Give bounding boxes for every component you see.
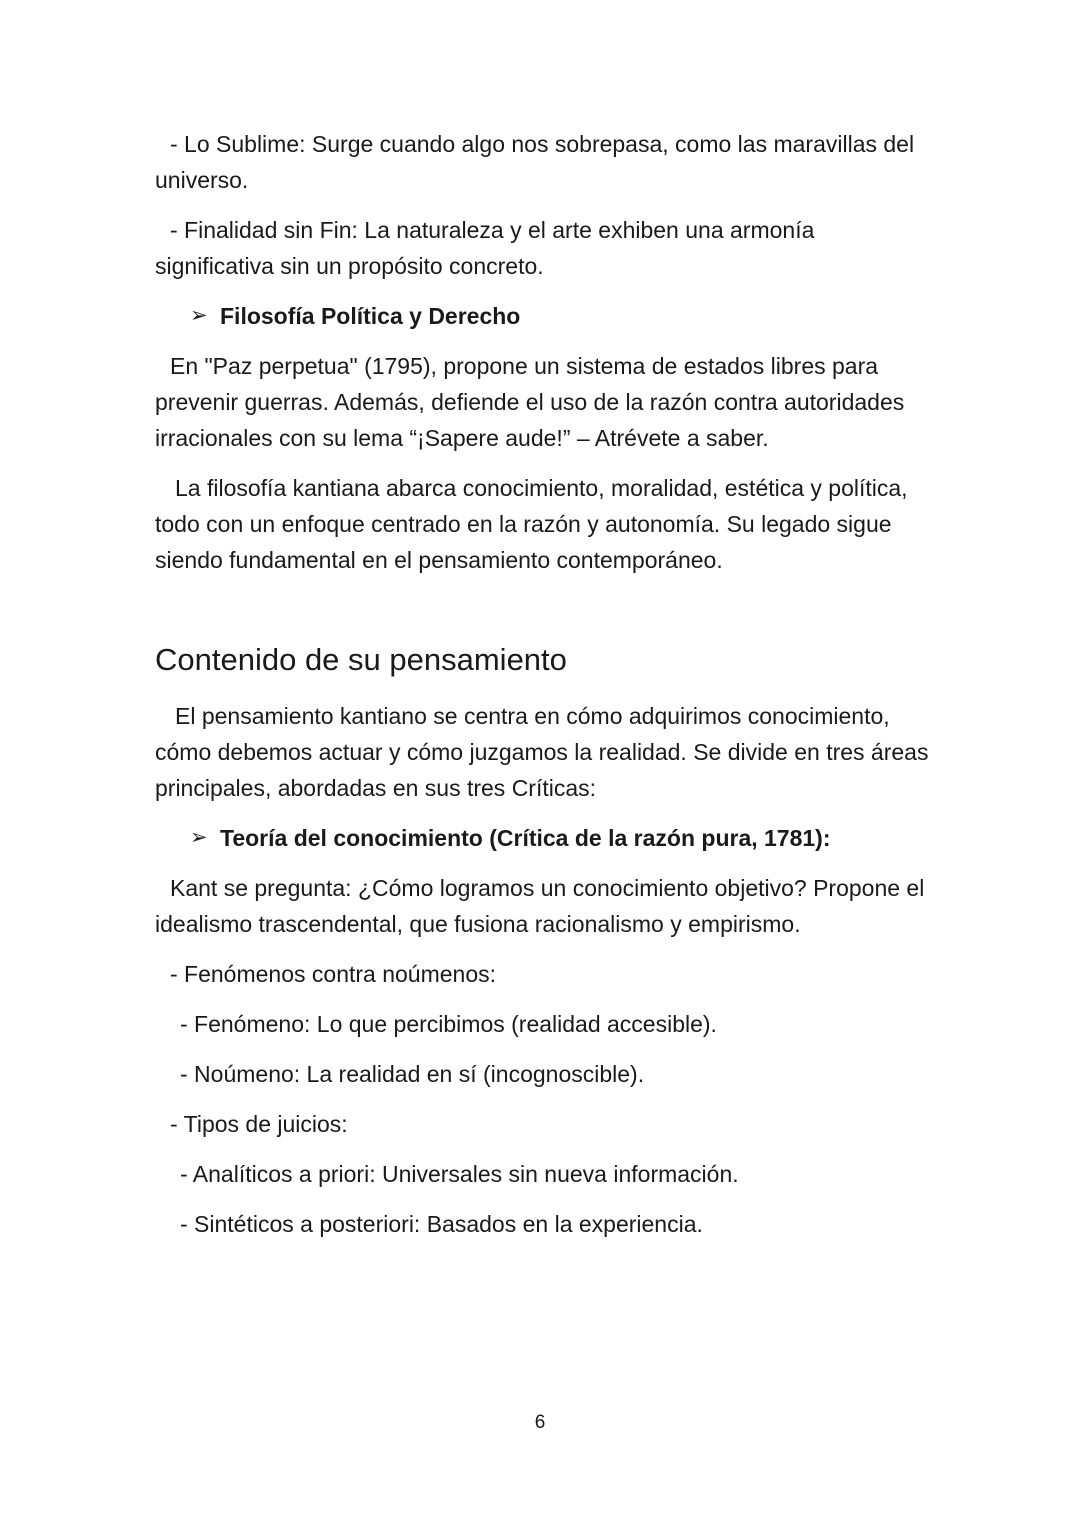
analiticos-item: - Analíticos a priori: Universales sin nueva información. <box>180 1161 739 1187</box>
arrow-bullet-icon: ➢ <box>190 304 208 327</box>
summary-paragraph: La filosofía kantiana abarca conocimiento, moralidad, estética y política, todo con un enfoque centrado en la razón y autonomía. Su legado sigue siendo fundamental en el pensamiento contemporáneo. <box>155 475 908 573</box>
conocimiento-paragraph: Kant se pregunta: ¿Cómo logramos un conocimiento objetivo? Propone el idealismo trascendental, que fusiona racionalismo y empirismo. <box>155 875 925 937</box>
section-title: Contenido de su pensamiento <box>155 642 567 677</box>
politica-heading <box>155 298 930 334</box>
sublime-item: - Lo Sublime: Surge cuando algo nos sobrepasa, como las maravillas del universo. <box>155 131 915 193</box>
politica-paragraph: En "Paz perpetua" (1795), propone un sistema de estados libres para prevenir guerras. Además, defiende el uso de la razón contra autoridades irracionales con su lema “¡Sapere aude!” – Atrévete a saber. <box>155 353 905 451</box>
noumeno-item: - Noúmeno: La realidad en sí (incognoscible). <box>180 1061 645 1087</box>
page-content <box>155 126 930 1256</box>
page-number: 6 <box>534 1412 546 1433</box>
sinteticos-item: - Sintéticos a posteriori: Basados en la experiencia. <box>180 1211 703 1237</box>
conocimiento-heading <box>155 820 930 856</box>
politica-heading-text: Filosofía Política y Derecho <box>220 303 521 329</box>
finalidad-item: - Finalidad sin Fin: La naturaleza y el arte exhiben una armonía significativa sin un propósito concreto. <box>155 217 815 279</box>
conocimiento-heading-text: Teoría del conocimiento (Crítica de la razón pura, 1781): <box>220 825 831 851</box>
intro-paragraph: El pensamiento kantiano se centra en cómo adquirimos conocimiento, cómo debemos actuar y cómo juzgamos la realidad. Se divide en tres áreas principales, abordadas en sus tres Críticas: <box>155 703 929 801</box>
arrow-bullet-icon: ➢ <box>190 826 208 849</box>
fenomeno-item: - Fenómeno: Lo que percibimos (realidad accesible). <box>180 1011 717 1037</box>
tipos-item: - Tipos de juicios: <box>170 1111 348 1137</box>
fenomenos-item: - Fenómenos contra noúmenos: <box>170 961 497 987</box>
